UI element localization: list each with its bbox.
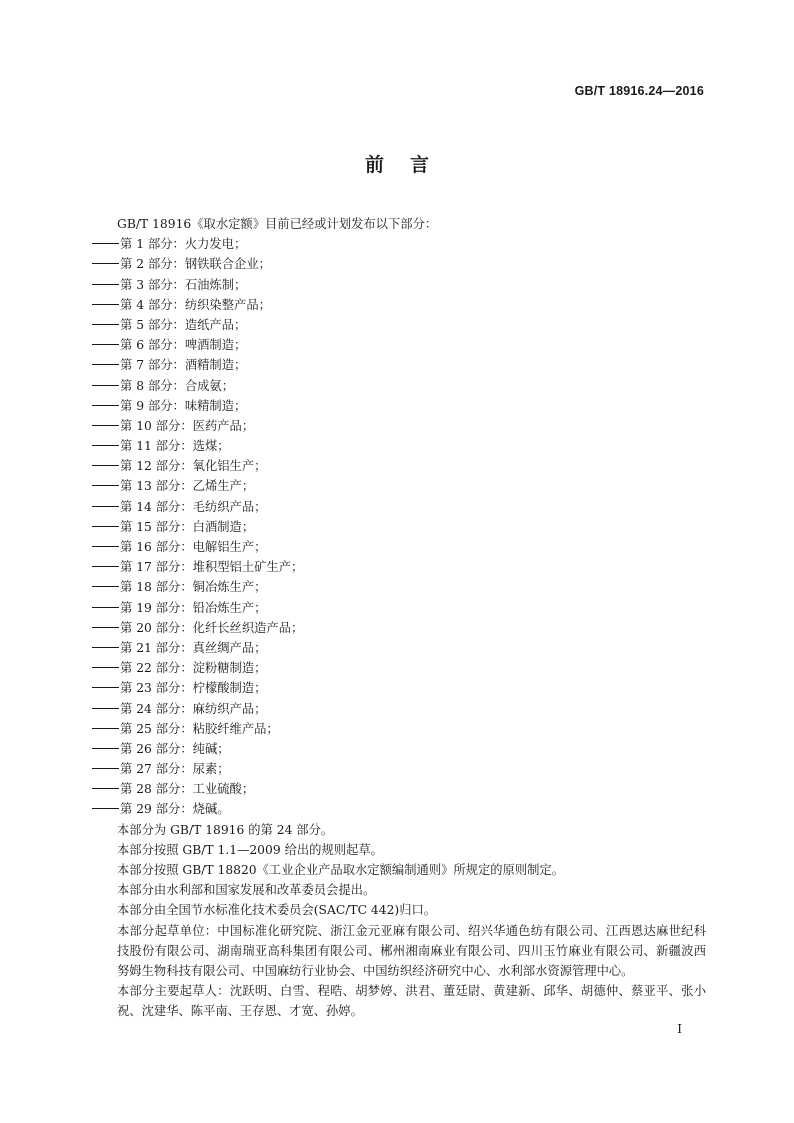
part-list-item-text: 第 7 部分：酒精制造； xyxy=(120,358,247,373)
list-dash-marker xyxy=(92,728,119,729)
proposed-by-statement: 本部分由水利部和国家发展和改革委员会提出。 xyxy=(117,883,376,898)
part-list-item xyxy=(92,497,706,517)
part-list-item xyxy=(92,254,706,274)
part-list-item xyxy=(92,537,706,557)
part-list-item xyxy=(92,335,706,355)
part-list-item-text: 第 19 部分：铅冶炼生产； xyxy=(120,600,267,615)
list-dash-marker xyxy=(92,263,119,264)
part-list-item-text: 第 1 部分：火力发电； xyxy=(120,237,247,252)
list-dash-marker xyxy=(92,405,119,406)
list-dash-marker xyxy=(92,768,119,769)
list-dash-marker xyxy=(92,788,119,789)
part-list-item xyxy=(92,577,706,597)
parts-list xyxy=(92,234,706,819)
list-dash-marker xyxy=(92,344,119,345)
standard-number: GB/T 18916.24—2016 xyxy=(574,84,704,98)
drafting-rules-statement: 本部分按照 GB/T 1.1—2009 给出的规则起草。 xyxy=(117,842,383,857)
part-list-item xyxy=(92,618,706,638)
part-list-item xyxy=(92,678,706,698)
part-list-item-text: 第 20 部分：化纤长丝织造产品； xyxy=(120,620,304,635)
list-dash-marker xyxy=(92,808,119,809)
part-list-item-text: 第 14 部分：毛纺织产品； xyxy=(120,499,267,514)
list-dash-marker xyxy=(92,748,119,749)
part-list-item-text: 第 6 部分：啤酒制造； xyxy=(120,338,247,353)
part-list-item-text: 第 16 部分：电解铝生产； xyxy=(120,540,267,554)
part-list-item xyxy=(92,759,706,779)
part-list-item-text: 第 9 部分：味精制造； xyxy=(120,398,247,413)
part-list-item-text: 第 2 部分：钢铁联合企业； xyxy=(120,257,271,272)
part-list-item xyxy=(92,295,706,315)
list-dash-marker xyxy=(92,284,119,285)
part-list-item xyxy=(92,638,706,658)
part-list-item xyxy=(92,598,706,618)
part-list-item-text: 第 26 部分：纯碱； xyxy=(120,741,230,756)
part-list-item xyxy=(92,719,706,739)
drafting-units-paragraph: 本部分起草单位：中国标准化研究院、浙江金元亚麻有限公司、绍兴华通色纺有限公司、江西恩达麻世纪科技股份有限公司、湖南瑞亚高科集团有限公司、郴州湘南麻业有限公司、四川玉竹麻业有限公司、新疆波西努姆生物科技有限公司、中国麻纺行业协会、中国纺织经济研究中心、水利部水资源管理中心。 xyxy=(117,923,706,978)
part-list-item xyxy=(92,699,706,719)
part-list-item-text: 第 10 部分：医药产品； xyxy=(120,418,255,433)
part-list-item xyxy=(92,234,706,254)
part-list-item xyxy=(92,779,706,799)
part-list-item-text: 第 24 部分：麻纺织产品； xyxy=(120,701,267,716)
page-number: I xyxy=(677,1022,682,1036)
list-dash-marker xyxy=(92,708,119,709)
list-dash-marker xyxy=(92,526,119,527)
page-title: 前言 xyxy=(364,154,455,176)
part-list-item-text: 第 28 部分：工业硫酸； xyxy=(120,782,255,797)
managed-by-statement: 本部分由全国节水标准化技术委员会(SAC/TC 442)归口。 xyxy=(117,903,437,918)
part-list-item-text: 第 13 部分：乙烯生产； xyxy=(120,479,255,494)
part-list-item-text: 第 8 部分：合成氨； xyxy=(120,378,235,393)
part-list-item xyxy=(92,355,706,375)
list-dash-marker xyxy=(92,465,119,466)
list-dash-marker xyxy=(92,485,119,486)
part-list-item xyxy=(92,476,706,496)
part-list-item xyxy=(92,557,706,577)
list-dash-marker xyxy=(92,445,119,446)
list-dash-marker xyxy=(92,385,119,386)
part-list-item xyxy=(92,416,706,436)
part-list-item xyxy=(92,396,706,416)
part-list-item-text: 第 3 部分：石油炼制； xyxy=(120,277,247,292)
list-dash-marker xyxy=(92,667,119,668)
part-list-item xyxy=(92,275,706,295)
list-dash-marker xyxy=(92,546,119,547)
part-list-item-text: 第 4 部分：纺织染整产品； xyxy=(120,297,271,312)
list-dash-marker xyxy=(92,627,119,628)
part-of-statement: 本部分为 GB/T 18916 的第 24 部分。 xyxy=(117,822,334,837)
list-dash-marker xyxy=(92,243,119,244)
part-list-item xyxy=(92,376,706,396)
part-list-item-text: 第 29 部分：烧碱。 xyxy=(120,802,230,817)
list-dash-marker xyxy=(92,364,119,365)
list-dash-marker xyxy=(92,425,119,426)
part-list-item xyxy=(92,315,706,335)
list-dash-marker xyxy=(92,566,119,567)
list-dash-marker xyxy=(92,607,119,608)
list-dash-marker xyxy=(92,506,119,507)
part-list-item-text: 第 23 部分：柠檬酸制造； xyxy=(120,681,267,696)
principles-statement: 本部分按照 GB/T 18820《工业企业产品取水定额编制通则》所规定的原则制定。 xyxy=(117,863,565,877)
part-list-item-text: 第 27 部分：尿素； xyxy=(120,762,230,777)
part-list-item-text: 第 5 部分：造纸产品； xyxy=(120,317,247,332)
drafters-paragraph: 本部分主要起草人：沈跃明、白雪、程晧、胡梦婷、洪君、董廷尉、黄建新、邱华、胡德仲、蔡亚平、张小祝、沈建华、陈平南、王存恩、才宽、孙婷。 xyxy=(117,984,706,1019)
part-list-item xyxy=(92,799,706,819)
part-list-item-text: 第 25 部分：粘胶纤维产品； xyxy=(120,721,279,736)
list-dash-marker xyxy=(92,687,119,688)
part-list-item-text: 第 17 部分：堆积型铝土矿生产； xyxy=(120,560,304,575)
part-list-item xyxy=(92,658,706,678)
list-dash-marker xyxy=(92,647,119,648)
part-list-item-text: 第 15 部分：白酒制造； xyxy=(120,519,255,534)
part-list-item xyxy=(92,456,706,476)
intro-paragraph: GB/T 18916《取水定额》目前已经或计划发布以下部分： xyxy=(117,217,438,231)
part-list-item xyxy=(92,517,706,537)
foreword-body xyxy=(92,214,706,1022)
part-list-item-text: 第 21 部分：真丝绸产品； xyxy=(120,640,267,655)
part-list-item-text: 第 18 部分：铜冶炼生产； xyxy=(120,580,267,595)
part-list-item-text: 第 11 部分：选煤； xyxy=(120,439,230,454)
list-dash-marker xyxy=(92,304,119,305)
part-list-item xyxy=(92,739,706,759)
part-list-item-text: 第 12 部分：氧化铝生产； xyxy=(120,459,267,474)
part-list-item-text: 第 22 部分：淀粉糖制造； xyxy=(120,661,267,676)
list-dash-marker xyxy=(92,324,119,325)
part-list-item xyxy=(92,436,706,456)
list-dash-marker xyxy=(92,586,119,587)
